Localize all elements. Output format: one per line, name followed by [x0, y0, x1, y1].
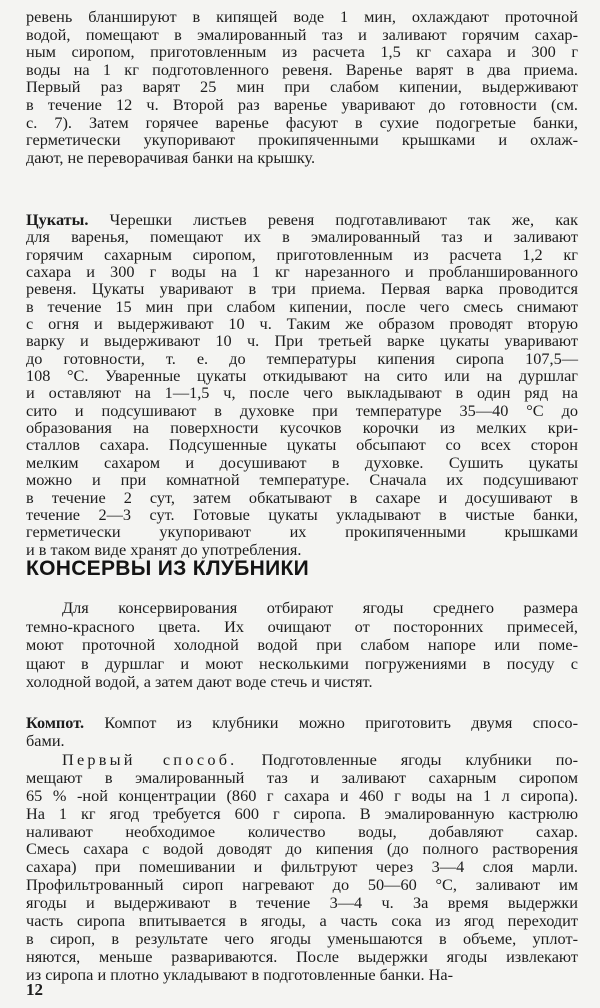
- text-line: [26, 714, 578, 732]
- text-line: бами.: [26, 730, 65, 750]
- text-line: Профильтрованный сироп нагревают до 50—60 °С, заливают им: [26, 875, 578, 895]
- text-line: Для консервирования отбирают ягоды среднего размера: [62, 598, 578, 617]
- line-text: Подготовленные ягоды клубники по-: [237, 750, 579, 769]
- text-line: ревень бланшируют в кипящей воде 1 мин, охлаждают проточной: [26, 7, 578, 26]
- text-line: сахара и 300 г воды на 1 кг нарезанного и пробланшированного: [26, 262, 578, 282]
- paragraph-strawberry-intro: [26, 599, 578, 692]
- text-line: и в таком виде хранят до употребления.: [26, 539, 302, 559]
- text-line: Первый раз варят 25 мин при слабом кипении, выдерживают: [26, 77, 578, 97]
- text-line: образования на поверхности кусочков корочки из мелких кри-: [26, 418, 578, 438]
- text-line: ным сиропом, приготовленным из расчета 1,5 кг сахара и 300 г: [26, 42, 578, 62]
- text-line: На 1 кг ягод требуется 600 г сиропа. В эмалированную кастрюлю: [26, 803, 578, 823]
- text-line: часть сиропа впитывается в ягоды, а часть сока из ягод переходит: [26, 911, 578, 931]
- paragraph-compote: [26, 714, 578, 749]
- text-line: варку и выдерживают 10 ч. При третьей варке цукаты уваривают: [26, 331, 578, 351]
- text-line: в течение 12 ч. Второй раз варенье уваривают до готовности (см.: [26, 94, 578, 114]
- text-line: 108 °С. Уваренные цукаты откидывают на сито или на дуршлаг: [26, 366, 578, 386]
- text-line: с огня и выдерживают 10 ч. Таким же образом проводят вторую: [26, 314, 578, 334]
- text-line: можно и при комнатной температуре. Сначала их подсушивают: [26, 470, 578, 490]
- line-text: Черешки листьев ревеня подготавливают так же, как: [88, 210, 578, 229]
- text-line: мелким сахаром и досушивают в духовке. Сушить цукаты: [26, 452, 578, 472]
- text-line: горячим сахарным сиропом, приготовленным из расчета 1,2 кг: [26, 244, 578, 264]
- text-line: из сиропа и плотно укладывают в подготовленные банки. На-: [26, 964, 454, 984]
- text-line: няются, меньше развариваются. После выдержки ягоды извлекают: [26, 946, 578, 966]
- text-line: водой, помещают в эмалированный таз и заливают горячим сахар-: [26, 24, 578, 44]
- text-line: наливают необходимое количество воды, добавляют сахар.: [26, 821, 578, 841]
- text-line: мещают в эмалированный таз и заливают сахарным сиропом: [26, 767, 578, 787]
- text-line: 65 % -ной концентрации (860 г сахара и 460 г воды на 1 л сиропа).: [26, 785, 578, 805]
- text-line: ягоды и выдерживают в течение 3—4 ч. За время выдержки: [26, 893, 578, 913]
- section-heading: КОНСЕРВЫ ИЗ КЛУБНИКИ: [26, 557, 310, 580]
- paragraph-lead: Компот.: [26, 713, 85, 732]
- text-line: [26, 751, 578, 769]
- page-number: 12: [26, 980, 43, 999]
- text-line: дают, не переворачивая банки на крышку.: [26, 147, 316, 167]
- text-line: течение 2—3 сут. Готовые цукаты укладывают в чистые банки,: [26, 504, 578, 524]
- paragraph-lead: Первый способ.: [62, 750, 238, 769]
- text-line: темно-красного цвета. Их очищают от посторонних примесей,: [26, 616, 578, 636]
- paragraph-first-method: [26, 751, 578, 984]
- text-line: герметически укупоривают их прокипяченными крышками: [26, 522, 578, 542]
- paragraph-rhubarb-jam-end: [26, 8, 578, 166]
- text-line: сито и подсушивают в духовке при температуре 35—40 °С до: [26, 400, 578, 420]
- text-line: моют проточной холодной водой при слабом напоре или поме-: [26, 635, 578, 655]
- text-line: в сироп, в результате чего ягоды уменьшаются в объеме, уплот-: [26, 928, 578, 948]
- text-line: воды на 1 кг подготовленного ревеня. Варенье варят в два приема.: [26, 59, 578, 79]
- text-line: сталлов сахара. Подсушенные цукаты обсыпают со всех сторон: [26, 435, 578, 455]
- text-line: [26, 211, 578, 228]
- text-line: ревеня. Цукаты уваривают в три приема. Первая варка проводится: [26, 279, 578, 299]
- text-line: с. 7). Затем горячее варенье фасуют в сухие подогретые банки,: [26, 112, 578, 132]
- text-line: для варенья, помещают их в эмалированный таз и заливают: [26, 227, 578, 247]
- paragraph-candied-rhubarb: [26, 211, 578, 558]
- paragraph-lead: Цукаты.: [26, 210, 89, 229]
- line-text: Компот из клубники можно приготовить двумя спосо-: [84, 713, 578, 732]
- text-line: герметически укупоривают прокипяченными крышками и охлаж-: [26, 130, 578, 150]
- text-line: и оставляют на 1—1,5 ч, после чего выкладывают в один ряд на: [26, 383, 578, 403]
- text-line: щают в дуршлаг и моют несколькими погружениями в посуду с: [26, 653, 578, 673]
- text-line: Смесь сахара с водой доводят до кипения (до полного растворения: [26, 839, 578, 859]
- text-line: в течение 15 мин при слабом кипении, после чего смесь снимают: [26, 296, 578, 316]
- text-line: до готовности, т. е. до температуры кипения сиропа 107,5—: [26, 348, 578, 368]
- text-line: холодной водой, а затем дают воде стечь и чистят.: [26, 672, 373, 692]
- text-line: сахара) при помешивании и фильтруют через 3—4 слоя марли.: [26, 857, 578, 877]
- text-line: в течение 2 сут, затем обкатывают в сахаре и досушивают в: [26, 487, 578, 507]
